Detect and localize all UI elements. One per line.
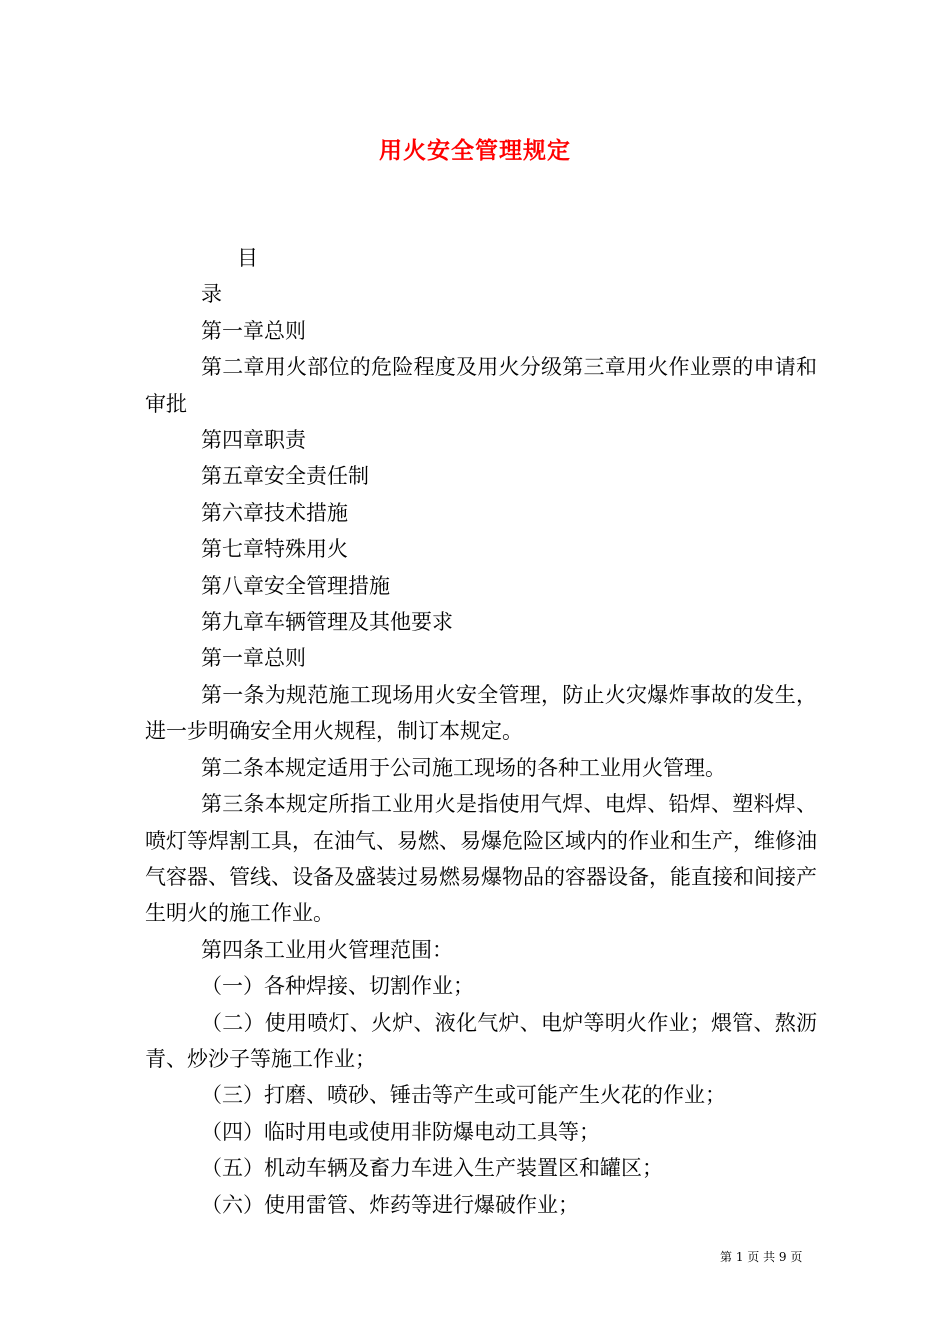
toc-item: 第六章技术措施 <box>201 500 348 525</box>
article-paragraph: 第四条工业用火管理范围： <box>201 937 453 962</box>
list-item: （一）各种焊接、切割作业； <box>201 974 474 999</box>
list-item: （六）使用雷管、炸药等进行爆破作业； <box>201 1192 579 1217</box>
list-item: （五）机动车辆及畜力车进入生产装置区和罐区； <box>201 1156 663 1181</box>
list-item: （三）打磨、喷砂、锤击等产生或可能产生火花的作业； <box>201 1083 726 1108</box>
article-paragraph: 第一条为规范施工现场用火安全管理，防止火灾爆炸事故的发生，进一步明确安全用火规程，制订本规定。 <box>145 682 817 744</box>
toc-item: 第四章职责 <box>201 428 306 453</box>
toc-item: 第九章车辆管理及其他要求 <box>201 610 453 635</box>
toc-heading: 目 <box>237 246 258 270</box>
toc-item: 第七章特殊用火 <box>201 537 348 562</box>
toc-item: 第五章安全责任制 <box>201 464 369 489</box>
list-item: （二）使用喷灯、火炉、液化气炉、电炉等明火作业；煨管、熬沥青、炒沙子等施工作业； <box>145 1010 817 1071</box>
toc-item: 第一章总则 <box>201 318 306 343</box>
list-item: （四）临时用电或使用非防爆电动工具等； <box>201 1119 600 1144</box>
document-title: 用火安全管理规定 <box>379 137 571 164</box>
article-paragraph: 第二条本规定适用于公司施工现场的各种工业用火管理。 <box>201 755 726 780</box>
chapter-heading: 第一章总则 <box>201 646 306 671</box>
document-body <box>145 240 817 1223</box>
paragraph: 录 <box>201 282 222 307</box>
toc-item: 第八章安全管理措施 <box>201 573 390 598</box>
article-paragraph: 第三条本规定所指工业用火是指使用气焊、电焊、铅焊、塑料焊、喷灯等焊割工具，在油气、易燃、易爆危险区域内的作业和生产，维修油气容器、管线、设备及盛装过易燃易爆物品的容器设备，能直接和间接产生明火的施工作业。 <box>145 792 817 926</box>
page-footer: 第 1 页 共 9 页 <box>720 1250 803 1264</box>
toc-item: 第二章用火部位的危险程度及用火分级第三章用火作业票的申请和审批 <box>145 355 817 416</box>
